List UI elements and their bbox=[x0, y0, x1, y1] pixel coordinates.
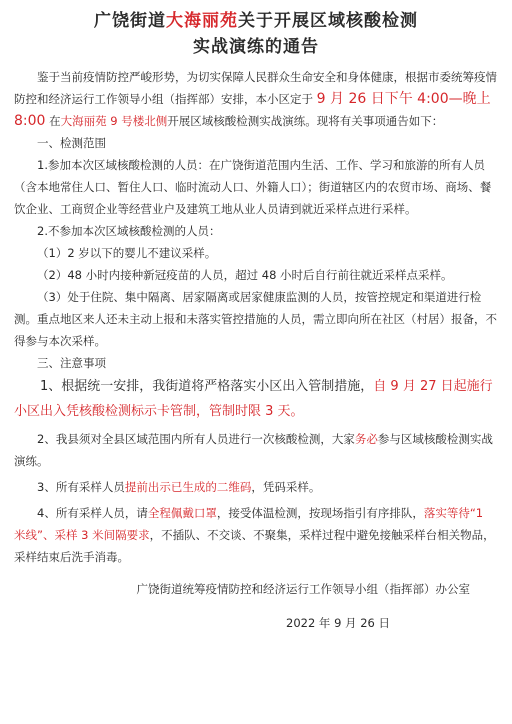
note-3-highlight: 提前出示已生成的二维码 bbox=[124, 480, 252, 494]
title-line-2: 实战演练的通告 bbox=[193, 37, 319, 57]
note-1-text: 1、根据统一安排，我街道将严格落实小区出入管制措施， bbox=[40, 379, 374, 394]
section1-heading: 一、检测范围 bbox=[37, 136, 106, 150]
notice-body bbox=[14, 66, 498, 634]
intro-paragraph bbox=[14, 66, 498, 132]
note-2 bbox=[14, 428, 498, 472]
intro-time: 9 月 26 日下午 4:00—晚上 8:00 bbox=[14, 91, 491, 129]
intro-text-3: 开展区域核酸检测实战演练。现将有关事项通告如下： bbox=[167, 114, 444, 128]
title-prefix: 广饶街道 bbox=[94, 11, 166, 31]
note-4-highlight-1: 全程佩戴口罩 bbox=[147, 506, 217, 520]
note-3 bbox=[14, 476, 498, 498]
note-2-text-end: 参与区域核酸检测实战演练。 bbox=[14, 432, 493, 468]
note-2-highlight: 务必 bbox=[354, 432, 378, 446]
note-3-text: 3、所有采样人员 bbox=[37, 480, 125, 494]
note-1 bbox=[14, 374, 498, 424]
issue-date: 2022 年 9 月 26 日 bbox=[286, 616, 390, 630]
note-2-text: 2、我县须对全县区域范围内所有人员进行一次核酸检测，大家 bbox=[37, 432, 355, 446]
intro-location: 大海丽苑 9 号楼北侧 bbox=[60, 114, 168, 128]
section1-sub2: （2）48 小时内接种新冠疫苗的人员，超过 48 小时后自行前往就近采样点采样。 bbox=[37, 268, 453, 282]
section1-sub1: （1）2 岁以下的婴儿不建议采样。 bbox=[37, 246, 217, 260]
note-3-text-end: ，凭码采样。 bbox=[251, 480, 321, 494]
section1-item2: 2.不参加本次区域核酸检测的人员： bbox=[37, 224, 221, 238]
intro-text-2: 在 bbox=[45, 114, 61, 128]
title-line-1 bbox=[14, 8, 498, 34]
signature: 广饶街道统筹疫情防控和经济运行工作领导小组（指挥部）办公室 bbox=[136, 582, 470, 596]
note-4-highlight-2: 落实等待“1 米线”、采样 3 米间隔要求 bbox=[14, 506, 484, 542]
note-4 bbox=[14, 502, 498, 568]
note-1-highlight: 自 9 月 27 日起施行小区出入凭核酸检测标示卡管制，管制时限 3 天。 bbox=[14, 379, 493, 419]
note-4-text-mid: ，接受体温检测，按现场指引有序排队， bbox=[216, 506, 424, 520]
intro-text-1: 鉴于当前疫情防控严峻形势，为切实保障人民群众生命安全和身体健康，根据市委统筹疫情防控和经济运行工作领导小组（指挥部）安排，本小区定于 bbox=[14, 70, 497, 106]
section2-heading: 三、注意事项 bbox=[37, 356, 106, 370]
section1-item1: 1.参加本次区域核酸检测的人员：在广饶街道范围内生活、工作、学习和旅游的所有人员（含本地常住人口、暂住人口、临时流动人口、外籍人口）；街道辖区内的农贸市场、商场、餐饮企业、工商贸企业等经营业户及建筑工地从业人员请到就近采样点进行采样。 bbox=[14, 158, 492, 216]
section1-sub3: （3）处于住院、集中隔离、居家隔离或居家健康监测的人员，按管控规定和渠道进行检测。重点地区来人还未主动上报和未落实管控措施的人员，需立即向所在社区（村居）报备，不得参与本次采样。 bbox=[14, 290, 497, 348]
note-4-text-end: ，不插队、不交谈、不聚集，采样过程中避免接触采样台相关物品，采样结束后洗手消毒。 bbox=[14, 528, 495, 564]
note-4-text: 4、所有采样人员，请 bbox=[37, 506, 148, 520]
title-community-name: 大海丽苑 bbox=[166, 11, 238, 31]
title-suffix: 关于开展区域核酸检测 bbox=[238, 11, 418, 31]
notice-title bbox=[14, 8, 498, 60]
